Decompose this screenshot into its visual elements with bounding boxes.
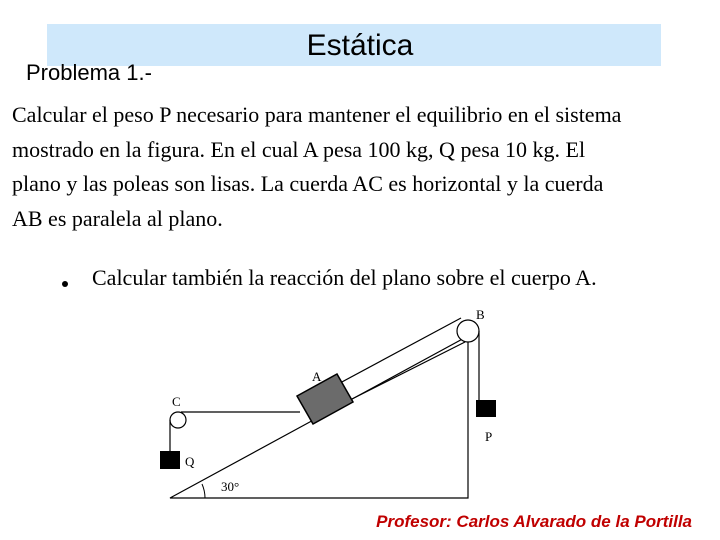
rope-ab-lower [350,342,465,400]
label-a: A [312,369,322,384]
statement-line: plano y las poleas son lisas. La cuerda AC es horizontal y la cuerda [12,171,604,196]
pulley-b [457,320,479,342]
problem-number: Problema 1.- [26,60,152,85]
statement-line: AB es paralela al plano. [12,205,223,231]
pulley-c [170,412,186,428]
statement-line: Calcular el peso P necesario para mantener el equilibrio en el sistema [12,102,622,127]
bullet-text: Calcular también la reacción del plano sobre el cuerpo A. [92,265,597,290]
block-a [297,374,353,424]
label-angle: 30° [221,479,240,494]
footer-author: Profesor: Carlos Alvarado de la Portilla [376,512,692,531]
slide-title: Estática [306,29,414,62]
weight-p [476,400,496,417]
weight-q [160,451,180,469]
label-c: C [172,394,181,409]
statement-line: mostrado en la figura. En el cual A pesa 100 kg, Q pesa 10 kg. El [12,136,586,162]
label-b: B [476,307,485,322]
label-q: Q [185,454,195,469]
label-p: P [485,429,493,444]
angle-arc [202,484,205,498]
